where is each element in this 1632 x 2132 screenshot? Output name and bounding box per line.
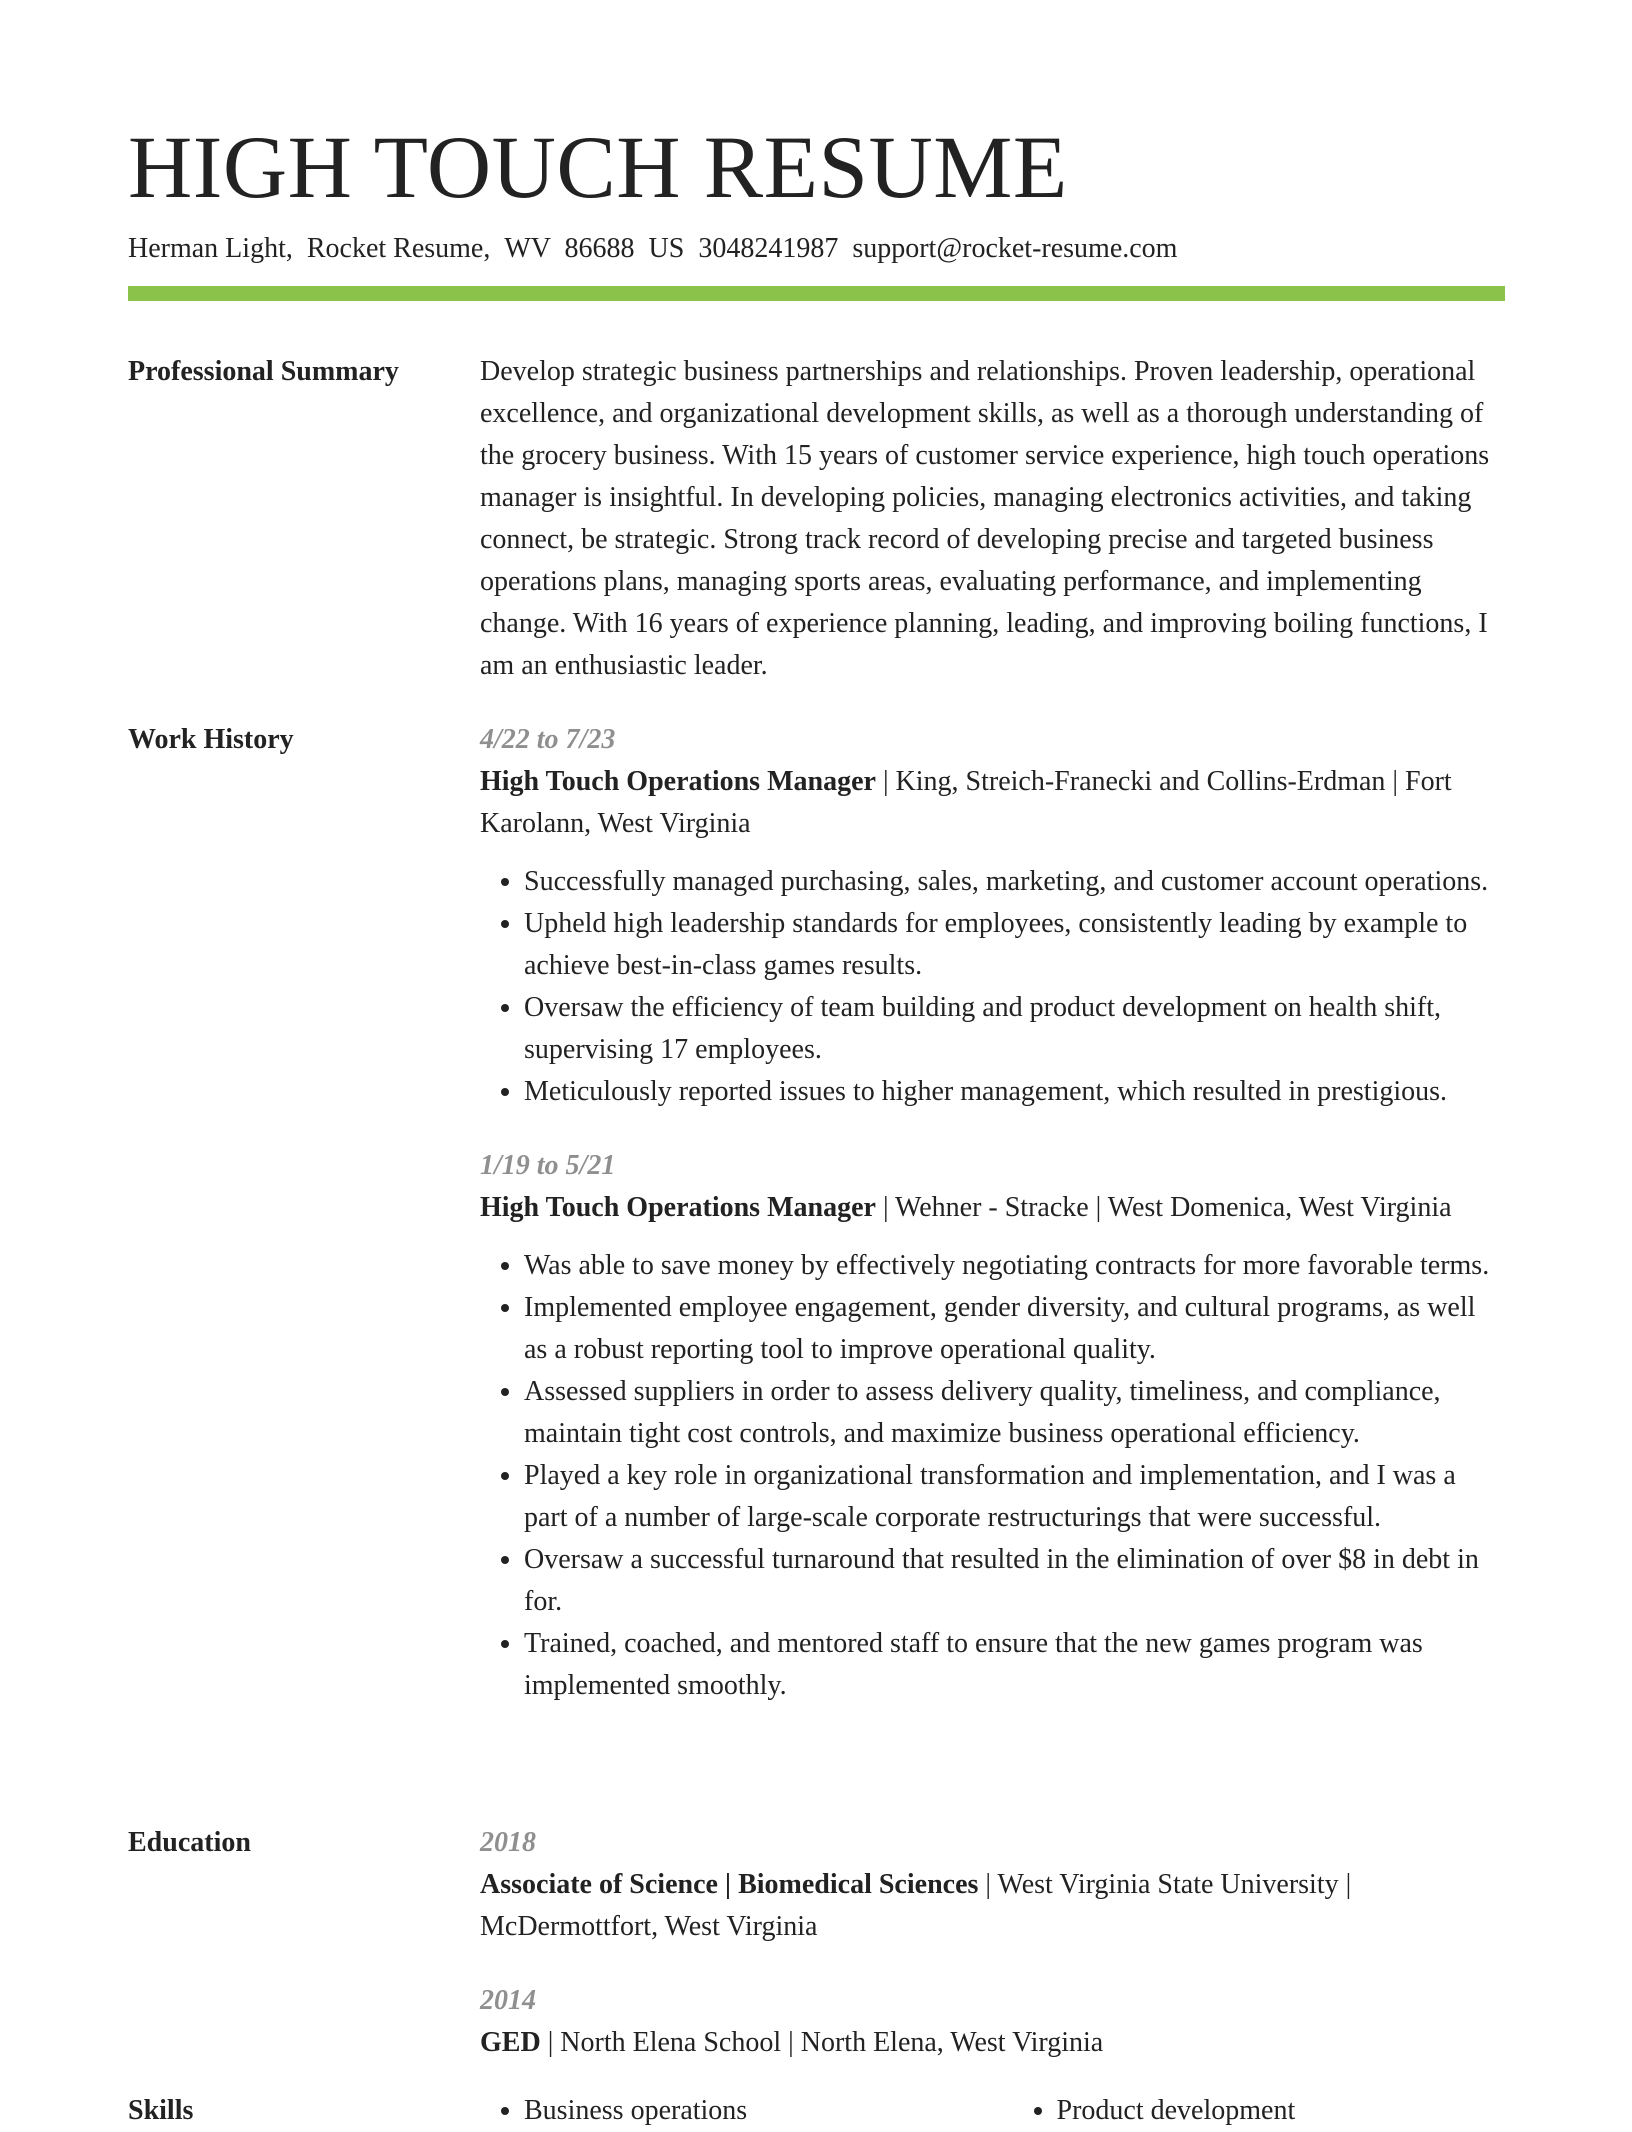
work-heading xyxy=(480,1187,1505,1229)
work-bullet: • Played a key role in organizational transformation and implementation, and I was a part of a number of large-scale corporate restructurings that were successful. xyxy=(524,1455,1505,1539)
education-heading xyxy=(480,1864,1505,1948)
section-label-education: Education xyxy=(128,1827,251,1858)
education-heading xyxy=(480,2022,1505,2064)
contact-state: WV xyxy=(504,233,551,264)
job-details: | Wehner - Stracke | West Domenica, West Virginia xyxy=(875,1192,1452,1223)
work-date: 1/19 to 5/21 xyxy=(480,1150,616,1181)
contact-line xyxy=(128,229,1177,269)
education-details: | North Elena School | North Elena, West Virginia xyxy=(540,2027,1104,2058)
work-bullet: • Assessed suppliers in order to assess delivery quality, timeliness, and compliance, maintain tight cost controls, and maximize business operational efficiency. xyxy=(524,1371,1505,1455)
work-bullets xyxy=(480,1245,1505,1707)
work-bullet: • Successfully managed purchasing, sales, marketing, and customer account operations. xyxy=(524,861,1505,903)
work-heading xyxy=(480,761,1505,845)
work-history-entries xyxy=(480,719,1505,1707)
contact-company: Rocket Resume, xyxy=(306,233,491,264)
job-details: | King, Streich-Franecki and Collins-Erdman | Fort Karolann, West Virginia xyxy=(480,766,1452,839)
education-date: 2018 xyxy=(480,1827,536,1858)
contact-phone: 3048241987 xyxy=(698,233,839,264)
job-title: High Touch Operations Manager xyxy=(480,1192,876,1223)
skills-list xyxy=(480,2090,1505,2132)
degree: GED xyxy=(480,2027,541,2058)
contact-country: US xyxy=(648,233,685,264)
resume-title: HIGH TOUCH RESUME xyxy=(128,119,1068,217)
work-bullet: • Oversaw a successful turnaround that resulted in the elimination of over $8 in debt in for. xyxy=(524,1539,1505,1623)
skills-column-right xyxy=(1013,2090,1506,2132)
contact-email: support@rocket-resume.com xyxy=(852,233,1178,264)
education-entries xyxy=(480,1822,1505,2064)
work-date: 4/22 to 7/23 xyxy=(480,724,616,755)
skill-item: • Business operations xyxy=(524,2090,973,2132)
section-label-summary: Professional Summary xyxy=(128,356,399,387)
job-title: High Touch Operations Manager xyxy=(480,766,876,797)
work-bullet: • Trained, coached, and mentored staff to ensure that the new games program was implemented smoothly. xyxy=(524,1623,1505,1707)
accent-divider xyxy=(128,286,1505,301)
education-entry xyxy=(480,1980,1505,2064)
work-bullet: • Implemented employee engagement, gender diversity, and cultural programs, as well as a robust reporting tool to improve operational quality. xyxy=(524,1287,1505,1371)
work-bullet: • Upheld high leadership standards for employees, consistently leading by example to achieve best-in-class games results. xyxy=(524,903,1505,987)
summary-text: Develop strategic business partnerships and relationships. Proven leadership, operational excellence, and organizational development skills, as well as a thorough understanding of the grocery business. With 15 years of customer service experience, high touch operations manager is insightful. In developing policies, managing electronics activities, and taking connect, be strategic. Strong track record of developing precise and targeted business operations plans, managing sports areas, evaluating performance, and implementing change. With 16 years of experience planning, leading, and improving boiling functions, I am an enthusiastic leader. xyxy=(480,356,1490,681)
section-label-skills: Skills xyxy=(128,2095,194,2126)
work-entry xyxy=(480,719,1505,1113)
work-entry xyxy=(480,1145,1505,1707)
education-date: 2014 xyxy=(480,1985,536,2016)
skills-column-left xyxy=(480,2090,973,2132)
contact-zip: 86688 xyxy=(564,233,635,264)
section-label-work-history: Work History xyxy=(128,724,294,755)
education-details: | West Virginia State University | McDermottfort, West Virginia xyxy=(480,1869,1352,1942)
work-bullet: • Oversaw the efficiency of team building and product development on health shift, supervising 17 employees. xyxy=(524,987,1505,1071)
work-bullets xyxy=(480,861,1505,1113)
education-entry xyxy=(480,1822,1505,1948)
degree: Associate of Science | Biomedical Sciences xyxy=(480,1869,979,1900)
work-bullet: • Meticulously reported issues to higher management, which resulted in prestigious. xyxy=(524,1071,1505,1113)
skill-item: • Product development xyxy=(1057,2090,1506,2132)
contact-name: Herman Light, xyxy=(128,233,293,264)
work-bullet: • Was able to save money by effectively negotiating contracts for more favorable terms. xyxy=(524,1245,1505,1287)
